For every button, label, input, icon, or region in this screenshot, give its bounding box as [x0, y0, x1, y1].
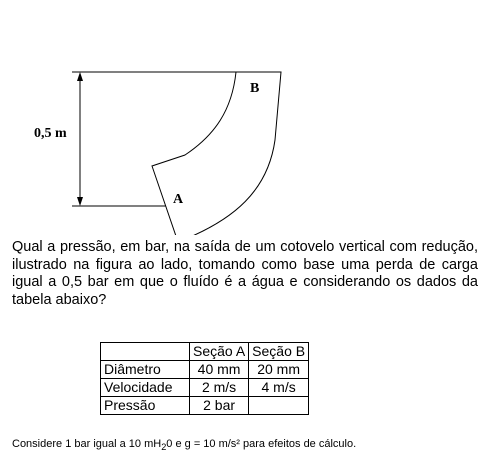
data-table	[100, 342, 309, 415]
dimension-label: 0,5 m	[34, 126, 67, 141]
footnote-subscript: 2	[161, 442, 167, 453]
dimension-arrow-bottom	[77, 197, 83, 206]
footnote	[12, 438, 356, 452]
table-cell: 20 mm	[249, 361, 309, 379]
label-section-a: A	[173, 192, 184, 207]
table-cell: 4 m/s	[249, 379, 309, 397]
footnote-prefix: Considere 1 bar igual a 10 mH	[12, 438, 162, 450]
table-cell: Pressão	[101, 397, 190, 415]
label-section-b: B	[250, 81, 260, 96]
table-cell: Diâmetro	[101, 361, 190, 379]
table-cell: 2 bar	[190, 397, 249, 415]
table-header-cell: Seção B	[249, 343, 309, 361]
table-header-row	[101, 343, 309, 361]
table-row	[101, 397, 309, 415]
table-cell	[249, 397, 309, 415]
table-header-cell	[101, 343, 190, 361]
table-cell: Velocidade	[101, 379, 190, 397]
table-cell: 2 m/s	[190, 379, 249, 397]
footnote-suffix: 0 e g = 10 m/s² para efeitos de cálculo.	[166, 438, 357, 450]
table-cell: 40 mm	[190, 361, 249, 379]
elbow-outline	[152, 72, 281, 235]
question-text: Qual a pressão, em bar, na saída de um cotovelo vertical com redução, ilustrado na figura ao lado, tomando como base uma perda de carga igual a 0,5 bar em que o fluído é a água e considerando os dados da tabela abaixo?	[12, 239, 478, 308]
dimension-arrow-top	[77, 72, 83, 81]
table-row	[101, 361, 309, 379]
table-row	[101, 379, 309, 397]
table-header-cell: Seção A	[190, 343, 249, 361]
